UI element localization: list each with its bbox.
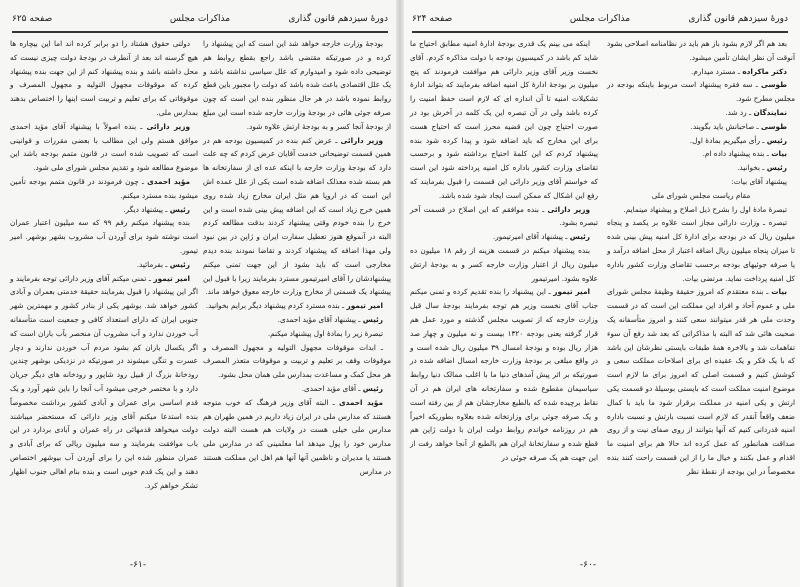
paragraph [607, 175, 795, 189]
paragraph-text: ـ بنده اصولاً با پیشنهاد آقای مؤید احمدی موافق هستم ولی این مطالب با بعضی مقررات و قوانینی است که تصویب شده است در قانون متمم بودجه باشد این موضوع مطالعه شود و تقدیم مجلس شورای ملی شود. [10, 121, 198, 173]
publication-title: مذاکرات مجلس [169, 14, 231, 24]
paragraph [203, 37, 391, 134]
speaker-name: رئیس [362, 383, 383, 393]
paragraph [10, 175, 198, 203]
speaker-name: بیات [771, 287, 787, 297]
text-column [203, 37, 391, 479]
paragraph [607, 203, 795, 217]
speaker-name: وزیر دارائی [547, 204, 590, 214]
paragraph [203, 313, 391, 327]
paragraph-text: ـ آقای مؤید احمدی. [301, 383, 363, 393]
header-rule [412, 31, 788, 33]
paragraph-text: ـ صاحبانش باید بگویند. [690, 121, 761, 131]
book-spine [396, 0, 404, 587]
speaker-name: رئیس [766, 163, 787, 173]
paragraph [10, 37, 198, 120]
paragraph-text: ـ بخوانید. [737, 163, 767, 173]
paragraph [410, 203, 598, 231]
page-footer-number: -۶۱- [129, 560, 147, 570]
paragraph-text: ـ سه فقره پیشنهاد است مربوط باینکه بودجه در مجلس مطرح شود. [607, 80, 795, 104]
paragraph [607, 134, 795, 148]
paragraph [203, 299, 391, 313]
paragraph [607, 120, 795, 134]
right-page [400, 0, 800, 587]
speaker-name: رئیس [569, 232, 590, 242]
section-heading [607, 189, 795, 203]
paragraph-text: بعد هم اگر لازم بشود باز هم باید در نظامنامه اصلاحی بشود آنوقت آن نظر ایشان تأمین میشود. [607, 39, 795, 62]
header-rule [12, 31, 388, 33]
page-number-label: صفحه ۶۲۵ [12, 14, 53, 24]
paragraph-text: ـ بنده مسترد کردم پیشنهاد دیگر برایم بخوانید. [205, 301, 347, 311]
paragraph-text: ـ تمنی میکنم آقای وزیر دارائی توجه بفرمایند و اگر این پیشنهاد را قبول بفرمایند حقیقة خدمتی بعمران و آبادی کشور خواهد شد. بوشهر یکی از بنادر کشور و مهمترین شهر جنوبی ایران که دارای استعداد کافی و جمعیت است متأسفانه آب خوردن ندارد و آب مشروب آن منحصر بآب باران است که اگر یکسال باران کم بشود مردم آب خوردن ندارند و دچار عسرت و تنگی میشوند در صورتیکه در نزدیکی بوشهر چندین رودخانهٔ بزرگ از قبیل رود شاپور و رودخانه های دیگر جریان دارد و با مختصر خرجی میشود آب آنجا را باین شهر آورد و یک قدم اساسی برای عمران و آبادی کشور برداشت مخصوصاً بنده استدعا میکنم آقای وزیر دارائی که مستحضر میباشند دولت میخواهد قدمهائی در راه عمران و آبادی بردارد در این باب موافقت بفرمایند و سه میلیون ریالی که برای آبادی و عمران منظور شده این را برای آوردن آب بیوشهر اختصاص دهند و این یک قدم خوبی است و بنده بنام اهالی جنوب اظهار تشکر خواهم کرد. [10, 273, 198, 490]
speaker-name: رئیس [766, 135, 787, 145]
paragraph-text: تبصره ـ وزارت دارائی مجاز است علاوه بر یکصد و پنجاه میلیون ریال که در بودجه برای ادارهٔ کل امنیه پیش بینی شده تا میزان پنجاه میلیون ریال اضافه اعتبار از محل اضافه درآمد و یا صرفه جوئیهای بودجه برحسب تقاضای وزارت کشور باداره کل امنیه پرداخت نماید. مرتضی بیات. [607, 218, 795, 283]
paragraph [10, 272, 198, 493]
paragraph [607, 37, 795, 65]
paragraph [410, 230, 598, 244]
paragraph [607, 216, 795, 285]
paragraph [410, 285, 598, 464]
paragraph-text: ـ ابدات موقوفات مجهول التولیه و مجهول المصرف و موقوفات وقف بر تعلیم و تربیت و موقوفات متعذر المصرف هر محل کمک و مساعدت بمدارس ملی همان محل بشود. [203, 342, 391, 380]
text-column [410, 37, 598, 465]
speaker-name: بیات [771, 149, 787, 159]
speaker-name: طوسی [760, 121, 787, 131]
paragraph-text: ـ البته آقای وزیر فرهنگ که خوب متوجه هستند که مدارس ملی در ایران زیاد داریم در همین طهران هم مدارس ملی خیلی هست در ولایات هم هست البته دولت مدارس خود را پول میدهد اما معلمینی که در مدارس ملی هستند یا مدیران و ناظمین آنها آنها هم اهل این مملکت هستند در مدارس [203, 397, 391, 476]
speaker-name: طوسی [760, 80, 787, 90]
paragraph [203, 341, 391, 382]
paragraph [203, 396, 391, 479]
paragraph [607, 161, 795, 175]
paragraph-text: مقام ریاست مجلس شورای ملی [651, 190, 751, 200]
paragraph-text: تبصرهٔ زیر را بمادهٔ اول پیشنهاد میکنم. [267, 328, 383, 338]
paragraph-text: بنده پیشنهاد میکنم در قسمت هزینه از رقم ۱۸ میلیون ده میلیون ریال از اعتبار وزارت خارجه کسر و به بودجهٔ ارتش علاوه بشود. امیرتیمور [410, 245, 598, 283]
page-number-label: صفحه ۶۲۴ [412, 14, 453, 24]
page-header [12, 14, 388, 30]
paragraph [607, 78, 795, 106]
session-title: دورهٔ سیزدهم قانون گذاری [288, 14, 388, 24]
speaker-name: وزیر دارائی [340, 135, 383, 145]
paragraph [410, 244, 598, 285]
text-column [607, 37, 795, 479]
speaker-name: دکتر ماکراده [742, 66, 787, 76]
paragraph-text: بنده پیشنهاد میکنم رقم ۹۹ که سه میلیون اعتبار عمران است نوشته شود برای آوردن آب مشروب بشهر بوشهر. امیر تیمور. [10, 218, 198, 255]
paragraph-text: ـ چون فرمودند در قانون متمم بودجه تأمین میشود بنده مسترد میکنم. [10, 176, 198, 200]
paragraph-text: بودجهٔ وزارت خارجه خواهد شد این است که این پیشنهاد را کرده و در صورتیکه مقتضی باشد راجع بقطع روابط هم توضیحی داده شود و امیدوارم که علل سیاسی نداشته باشد و یک علل اقتصادی باعث شده باشد که دولت را مجبور باین قطع روابط نموده باشد در هر حال منظور بنده این است که چون صرفه جوئی هائی در بودجهٔ وزارت خارجه شده است این مبلغ از بودجهٔ آنجا کسر و به بودجهٔ ارتش علاوه شود. [203, 39, 391, 131]
paragraph-text: ـ رأی میگیریم بمادهٔ اول. [689, 135, 767, 145]
paragraph [10, 203, 198, 217]
session-title: دورهٔ سیزدهم قانون گذاری [688, 14, 788, 24]
speaker-name: وزیر دارائی [146, 121, 190, 131]
paragraph-text: ـ بنده معتقدم که امروز حقیقة وظیفهٔ مجلس شورای ملی و عموم آحاد و افراد این مملکت این است که در قسمت وحدت ملی هر قدر میتوانند سعی کنند و امروز متأسفانه یک صحبت هائی شد که البته با مذاکراتی که بعد شد رفع آن سوء تفاهمات شد و بالاخره همهٔ طبقات بایستی نظرشان این باشد که با یک فکر و یک عقیده ای برای اصلاحات مملکت سعی و کوشش کنیم و قسمت اصلی که امروز برای ما لازم است موضوع امنیت مملکت است که بایستی بوسیلهٔ دو قسمت یکی ارتش و یکی امنیه در مملکت برقرار شود ما باید با کمال ضعف واقعاً آنقدر که لازم است نسبت بارتش و نسبت باداره امنیه قدردانی کنیم که آنها بتوانند از روی صفای نیت و از روی صداقت همانطور که عمل کرده اند حالا هم برای امنیت ما اقدام و عمل بکنند و خیال ما را از این قسمت راحت کنند بنده مخصوصاً در این بودجه از نقطهٔ نظر [607, 287, 795, 476]
paragraph-text: اینکه می بینم یک قدری بودجهٔ ادارهٔ امنیه مطابق احتیاج ما شاید کم باشد در کمیسیون بودجه با دولت مذاکره کردم. آقای نخست وزیر آقای وزیر دارائی هم موافقت فرمودند که پنج میلیون بر بودجهٔ ادارهٔ کل امنیه اضافه بفرمایند که بتواند ادارهٔ تشکیلات امنیه تا آن اندازه ای که لازم است حفظ امنیت را کرده باشد ولی در آن تبصره این یک کلمه در آخرش بود در صورت احتیاج چون این قضیه محرز است که احتیاج هست برای این مخارج که باید اضافه شود و پیدا کرده شود بنده پیشنهاد کردم که این کلمهٔ احتیاج برداشته شود و برحسب تقاضای وزارت کشور باداره کل امنیه پرداخته شود این است که خواستم آقای وزیر دارائی این قسمت را قبول بفرمایند که رفع این اشکال که ممکن است ایجاد شود شده باشد. [410, 39, 598, 200]
paragraph [607, 65, 795, 79]
paragraph [607, 147, 795, 161]
speaker-name: رئیس [362, 314, 383, 324]
paragraph [10, 120, 198, 175]
paragraph-text: ـ بنده پیشنهاد داده ام. [702, 149, 772, 159]
speaker-name: رئیس [169, 259, 190, 269]
paragraph [203, 382, 391, 396]
paragraph [607, 285, 795, 478]
speaker-name: نمایندگان [753, 107, 787, 117]
page-header [412, 14, 788, 30]
speaker-name: مؤید احمدی [147, 176, 190, 186]
paragraph-text: ـ پیشنهاد دیگر. [123, 204, 170, 214]
paragraph [410, 37, 598, 203]
paragraph-text: دولتی حقوق هشتاد را دو برابر کرده اند اما این بیچاره ها هیچ گرسنه اند بعد از آنطرف در بودجهٔ دولت چیزی نیست که محل داشته باشد و بنده پیشنهاد کنم از این جهت بنده پیشنهاد کرده که موقوفات مجهول التولیه و مجهول المصرف و موقوفاتی که برای تعلیم و تربیت است اینها را اختصاص بدهند بمدارس ملی. [10, 39, 198, 117]
paragraph-text: ـ بنده موافقم که این اصلاح در قسمت آخر تبصره بشود. [410, 204, 598, 228]
paragraph-text: ـ پیشنهاد آقای مؤید احمدی. [277, 314, 363, 324]
page-footer-number: -۶۰- [579, 560, 597, 570]
paragraph-text: پیشنهاد آقای بیات: [731, 176, 787, 186]
paragraph [10, 216, 198, 257]
publication-title: مذاکرات مجلس [569, 14, 631, 24]
paragraph-text: تبصرهٔ مادهٔ اول را بشرح ذیل اصلاح و پیشنهاد مینمایم. [623, 204, 787, 214]
speaker-name: رئیس [169, 204, 190, 214]
paragraph-text: ـ مسترد میدارم. [691, 66, 743, 76]
paragraph-text: ـ رد شد. [725, 107, 754, 117]
speaker-name: امیر تیمور [346, 301, 383, 311]
paragraph [10, 258, 198, 272]
paragraph-text: ـ این پیشنهاد را بنده تقدیم کرده و تمنی میکنم جناب آقای نخست وزیر هم توجه بفرمایند بودجهٔ سال قبل وزارت خارجه که از تصویب مجلس گذشته و مورد عمل هم قرار گرفته یعنی بودجه ۱۳۲۰ بیست و نه میلیون و چهار صد هزار ریال بوده و بودجهٔ امسال ۳۹ میلیون ریال شده است و در واقع مبلغی بر بودجهٔ وزارت خارجه امسال اضافه شده در صورتیکه بر اثر پیش آمدهای دنیا ما با اغلب ممالک دنیا روابط سیاسیمان مقطوع شده و سفارتخانه های ایران هم در آن نقاط برچیده شده که بالطبع مخارجشان هم از بین رفته است و یک صرفه جوئی برای وزارتخانه شده بعلاوه بطوریکه اخیراً هم در روزنامه خواندم روابط دولت ایران با دولت ژاپن هم قطع شده و سفارتخانهٔ ایران هم بالطبع از آنجا خواهد رفت از این جهت هم یک صرفه جوئی در [410, 287, 598, 462]
speaker-name: امیر تیمور [553, 287, 590, 297]
paragraph-text: ـ عرض کنم بنده در کمیسیون بودجه هم در همین قسمت توضیحاتی خدمت آقایان عرض کردم که چه علت دارد که بودجهٔ وزارت خارجه با اینکه عده ای از سفارتخانه ها هم بسته شده معذلک اضافه شده است یکی از علل عمده اش این است که در اروپا هم مثل ایران مخارج زیاد شده روی همین خرج زیاد است که این اضافه پیش بینی شده است و این خرج را بنده خودم وقتی پیشنهاد کردند بدقت مطالعه کردم البته در آنموقع هنوز تعطیل سفارت ایران و ژاپن در بین نبود ولی مهذا اضافه که پیشنهاد کردند و تقاضا نمودند بنده دیدم مخارجی است که باید بشود از این جهت تمنی میکنم پیشنهادشان را آقای امیرتیمور مسترد بفرمایند زیرا با قبول این پیشنهاد یک قسمتی از مخارج وزارت خارجه معوق خواهد ماند. [203, 135, 391, 297]
speaker-name: امیر تیمور [153, 273, 190, 283]
paragraph-text: ـ بفرمائید. [136, 259, 170, 269]
paragraph [203, 134, 391, 300]
paragraph [607, 106, 795, 120]
speaker-name: مؤید احمدی [338, 397, 383, 407]
paragraph-text: ـ پیشنهاد آقای امیرتیمور. [492, 232, 570, 242]
text-column [10, 37, 198, 492]
paragraph [203, 327, 391, 341]
